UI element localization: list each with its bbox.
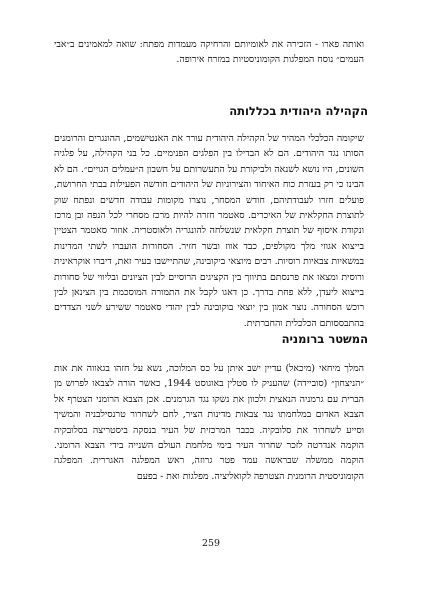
intro-text: ואותה פארו - הזכירה את לאומיותם והרחיקה מעמדות מפתח: שואה למאמינים ב״אבי העמים״ נוסח המפלגות הקומוניסטיות במזרח אירופה. [54,39,364,66]
body-paragraph: שיקומה הכלכלי המהיר של הקהילה היהודית עורר את האנטישמים, ההונגרים והרומנים הסותו נגד היהודים. הם לא הבדילו בין הפלגים הפנימיים. כל בני הקהילה, על פלגיה השונים, היו נושא לשנאה ולביקורת על התעשרותם על חשבון ה״עמלים הגויים״. הם לא הבינו כי רק בעזרת כוח האיחוד והצירוניות של היהודים חודשה הפעילות בבתי החרושת, פועלים חזרו לעבודתיהם, חודש המסחר, נוצרו מקומות עבודה חדשים ונפתח שוק לתוצרת החקלאית של האיכרים. סאטמר חזרה להיות מרכז מסחרי לכל הנפה ובן מרכז ונקודת איסוף של תוצרת חקלאית שנשלחה להונגריה ולאוסטריה. אוזור סאטמר הצטיין בייצוא אגוזי מלך מקולפים, כבד אווז ובשר חזיר. הסחורות הועברו לשתי המדינות במשאיות צבאיות רוסיות. רבים מיוצאי ביקובינה, שהתיישבו בעיר זאת, דיברו אוקראינית ורוסית ומצאו את פרנסתם בתיווך בין הקציגים הרוסיים לבין הציונים ובליווי של סחורות בייצוא ליעדן, ללא פחת בדרך. כן דאגו לקבל את התמורה המוסכמת בין הצינאן לבין רוכש הסחורה. נוצר אמון בין יוצאי בוקובינה לבין יהודי סאטמר ששירע לשני הצדדים בהתבססותם הכלכלית והחברתית. [54,133,364,329]
section-body-romanian-regime [54,361,364,484]
section-heading-jewish-community: הקהילה היהודית בכללותה [229,104,368,118]
page-number: 259 [202,538,220,549]
intro-paragraph [54,37,364,68]
section-body-jewish-community [54,131,364,331]
section-heading-romanian-regime: המשטר ברומניה [281,332,368,346]
body-paragraph: המלך מיחאי (מיכאל) עדיין ישב איתן על כס המלוכה, נשא על חזהו בגאווה את אות ״הניצחון״ (סוביידה) שהעניק לו סטלין באוגוסט 1944, כאשר הורה לצבאו לפרוש מן הברית עם גרמניה הנאצית ולכוון את נשקו נגד הגרמנים. אכן הצבא הרומני הצטרף אל הצבא האדום במלחמתו נגד צבאות מדינות הציר, לחם לשחרור טרנסילבניה והמשיך וסייע לשחרור את סלובקיה. בכבר המרכזית של העיר בנסקה ביסטריצה בסלובקיה הוקמה אנדרטה לזכר שחרור העיר בימי מלחמת העולם השנייה בידי הצבא הרומני. הוקמה ממשלה שבראשה עמד פטר גרוזה, ראש המפלגה האגררית. המפלגה הקומוניסטית הרומנית הצטרפה לקואליציה. מפלגות ואת - בפעם [54,363,364,482]
